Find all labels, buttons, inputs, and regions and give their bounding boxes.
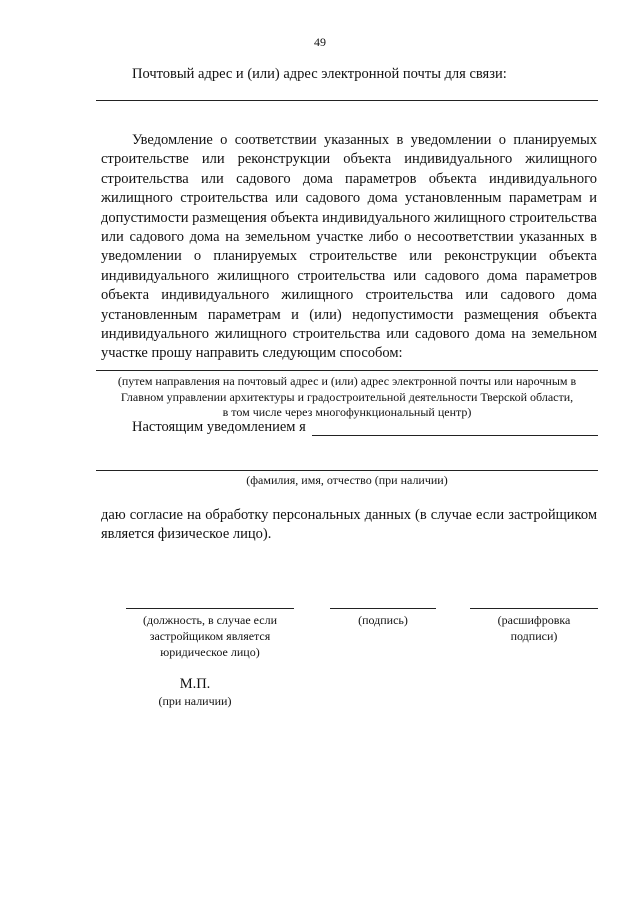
position-hint-line: застройщиком является [149,629,271,643]
contact-address-label: Почтовый адрес и (или) адрес электронной почты для связи: [132,66,507,82]
applicant-name-hint: (фамилия, имя, отчество (при наличии) [246,473,448,487]
applicant-name-field-start[interactable] [312,435,598,436]
position-hint-line: юридическое лицо) [160,645,260,659]
delivery-method-field[interactable] [96,370,598,371]
signature-field[interactable] [330,608,436,609]
page-number: 49 [314,35,326,49]
signature-decoding-hint [470,612,598,644]
signature-decoding-hint-line: (расшифровка [497,613,571,627]
position-hint [126,612,294,660]
delivery-method-hint-line: Главном управлении архитектуры и градостроительной деятельности Тверской области, [120,389,574,404]
applicant-name-field[interactable] [96,470,598,471]
delivery-method-hint-line: (путем направления на почтовый адрес и (или) адрес электронной почты или нарочным в [117,374,577,388]
delivery-method-hint [96,374,598,421]
signature-hint: (подпись) [358,613,408,627]
stamp-place [140,675,250,709]
signature-decoding-hint-line: подписи) [510,629,558,643]
contact-address-field[interactable] [96,100,598,101]
notification-text: Уведомление о соответствии указанных в уведомлении о планируемых строительстве или реконструкции объекта индивидуального жилищного строительства или садового дома параметров объекта индивидуального жилищного строительства или садового дома установленным параметрам и допустимости размещения объекта индивидуального жилищного строительства или садового дома на земельном участке либо о несоответствии указанных в уведомлении о планируемых строительстве или реконструкции объекта индивидуального жилищного строительства или садового дома параметров объекта индивидуального жилищного строительства или садового дома установленным параметрам и (или) недопустимости размещения объекта индивидуального жилищного строительства или садового дома на земельном участке прошу направить следующим способом: [101,132,597,362]
stamp-note: (при наличии) [158,694,232,708]
notification-paragraph [101,131,597,364]
signature-decoding-field[interactable] [470,608,598,609]
consent-paragraph: даю согласие на обработку персональных данных (в случае если застройщиком является физическое лицо). [101,507,597,543]
consent-intro: Настоящим уведомлением я [132,419,306,435]
position-field[interactable] [126,608,294,609]
stamp-label: М.П. [179,676,211,692]
position-hint-line: (должность, в случае если [142,613,277,627]
delivery-method-hint-line: в том числе через многофункциональный центр) [222,405,472,419]
